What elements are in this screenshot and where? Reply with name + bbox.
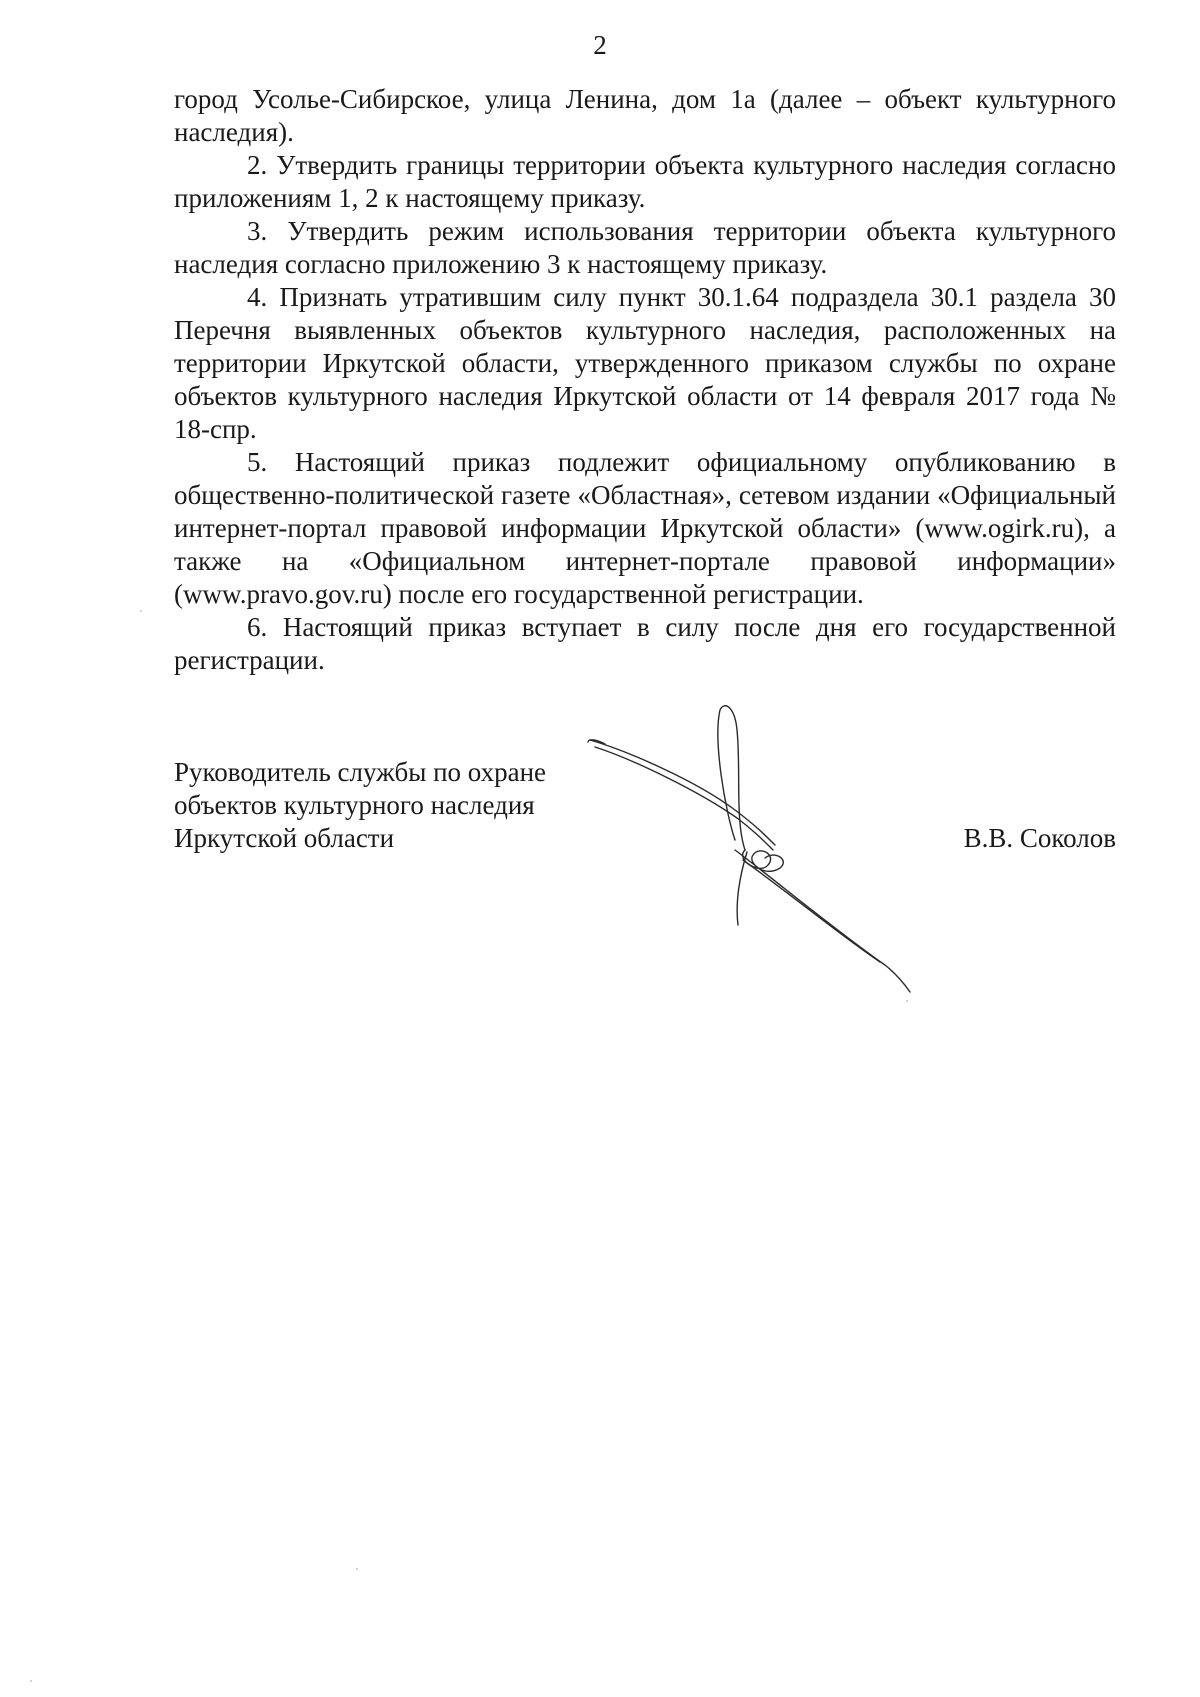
paragraph-continuation: город Усолье-Сибирское, улица Ленина, дом 1а (далее – объект культурного наследия).	[174, 84, 1116, 147]
scan-speck	[140, 610, 142, 612]
paragraph-item-5: 5. Настоящий приказ подлежит официальному опубликованию в общественно-политической газете «Областная», сетевом издании «Официальный интернет-портал правовой информации Иркутской области» (www.ogirk.ru), а также на «Официальном интернет-портале правовой информации» (www.pravo.gov.ru) после его государственной регистрации.	[174, 447, 1116, 609]
paragraph-item-3: 3. Утвердить режим использования территории объекта культурного наследия согласно приложению 3 к настоящему приказу.	[174, 216, 1116, 279]
signer-title-line-1: Руководитель службы по охране	[174, 757, 547, 787]
scan-speck	[356, 1568, 358, 1570]
paragraph-item-4: 4. Признать утратившим силу пункт 30.1.64 подраздела 30.1 раздела 30 Перечня выявленных объектов культурного наследия, расположенных на территории Иркутской области, утвержденного приказом службы по охране объектов культурного наследия Иркутской области от 14 февраля 2017 года № 18-спр.	[174, 282, 1116, 444]
signer-name: В.В. Соколов	[963, 823, 1116, 853]
document-body	[174, 83, 1116, 677]
scan-speck	[906, 1000, 908, 1002]
signer-title-line-3: Иркутской области	[174, 823, 395, 853]
paragraph-item-2: 2. Утвердить границы территории объекта культурного наследия согласно приложениям 1, 2 к настоящему приказу.	[174, 150, 1116, 213]
page-number: 2	[593, 30, 607, 60]
paragraph-item-6: 6. Настоящий приказ вступает в силу после дня его государственной регистрации.	[174, 612, 1116, 675]
signer-title-line-2: объектов культурного наследия	[174, 790, 535, 820]
handwritten-signature	[585, 700, 935, 1000]
scan-speck	[30, 1680, 32, 1682]
